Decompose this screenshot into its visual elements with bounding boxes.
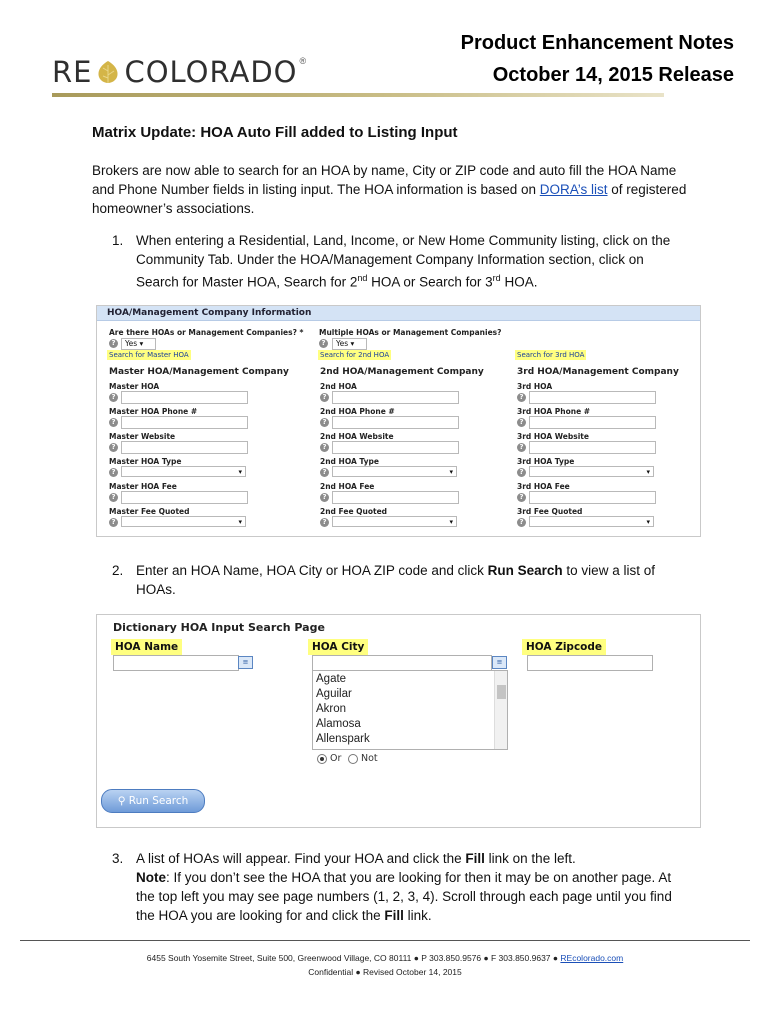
help-icon[interactable]: ? bbox=[517, 393, 526, 402]
step-text-part: link on the left. bbox=[484, 851, 576, 866]
document-title: Product Enhancement Notes bbox=[460, 32, 734, 54]
field-label: 3rd HOA Type bbox=[517, 457, 575, 466]
intro-text-end: of registered homeowner’s associations. bbox=[92, 182, 687, 216]
master-website-input[interactable] bbox=[121, 441, 248, 454]
field-label: 2nd HOA Website bbox=[320, 432, 394, 441]
footer-address bbox=[0, 953, 770, 963]
hoa3-input[interactable] bbox=[529, 391, 656, 404]
help-icon[interactable]: ? bbox=[320, 443, 329, 452]
step-text-part: HOA or Search for 3 bbox=[367, 274, 493, 290]
step-text bbox=[136, 561, 682, 599]
field-label: 2nd HOA Fee bbox=[320, 482, 375, 491]
column-heading: Master HOA/Management Company bbox=[109, 367, 289, 377]
city-listbox[interactable] bbox=[312, 670, 508, 750]
multiple-hoas-select[interactable]: Yes ▾ bbox=[332, 338, 367, 350]
dora-list-link[interactable]: DORA’s list bbox=[539, 182, 608, 197]
run-search-emphasis: Run Search bbox=[487, 563, 563, 578]
run-search-button[interactable] bbox=[101, 789, 205, 813]
city-option[interactable]: Agate bbox=[316, 673, 347, 685]
hoa3-type-select[interactable]: ▾ bbox=[529, 466, 654, 477]
field-label: 3rd HOA Website bbox=[517, 432, 589, 441]
step-3 bbox=[112, 849, 682, 925]
not-radio-label: Not bbox=[361, 753, 378, 764]
release-date: October 14, 2015 Release bbox=[492, 64, 734, 86]
step-text-part: Enter an HOA Name, HOA City or HOA ZIP code and click bbox=[136, 563, 488, 578]
help-icon[interactable]: ? bbox=[109, 339, 118, 348]
field-label: 2nd HOA Phone # bbox=[320, 407, 395, 416]
help-icon[interactable]: ? bbox=[109, 418, 118, 427]
not-radio[interactable] bbox=[348, 754, 358, 764]
hoa-name-input[interactable] bbox=[113, 655, 239, 671]
hoa2-fee-input[interactable] bbox=[332, 491, 459, 504]
or-radio[interactable] bbox=[317, 754, 327, 764]
hoa-zipcode-label: HOA Zipcode bbox=[522, 639, 606, 655]
footer-address-text: 6455 South Yosemite Street, Suite 500, Greenwood Village, CO 80111 ● P 303.850.9576 ● F 303.850.9637 ● bbox=[146, 953, 561, 963]
section-bar: HOA/Management Company Information bbox=[97, 306, 700, 321]
field-label: 2nd Fee Quoted bbox=[320, 507, 388, 516]
hoa2-type-select[interactable]: ▾ bbox=[332, 466, 457, 477]
logo-colorado-text: COLORADO bbox=[124, 55, 298, 89]
step-text-part: HOA. bbox=[500, 274, 538, 290]
step-number: 1. bbox=[112, 233, 124, 248]
master-hoa-type-select[interactable]: ▾ bbox=[121, 466, 246, 477]
hoa3-website-input[interactable] bbox=[529, 441, 656, 454]
footer-confidential: Confidential ● Revised October 14, 2015 bbox=[308, 967, 462, 977]
step-text-part: When entering a Residential, Land, Income, or New Home Community listing, click on the Community Tab. Under the HOA/Management Company Information section, click on Search for Master HOA, Search for 2 bbox=[136, 233, 671, 290]
hoa3-fee-quoted-select[interactable]: ▾ bbox=[529, 516, 654, 527]
step-2 bbox=[112, 561, 682, 599]
intro-text: Brokers are now able to search for an HOA by name, City or ZIP code and auto fill the HOA Name and Phone Number fields in listing input. The HOA information is based on bbox=[92, 163, 677, 197]
help-icon[interactable]: ? bbox=[517, 493, 526, 502]
field-label: Master Website bbox=[109, 432, 176, 441]
note-label: Note bbox=[136, 870, 166, 885]
master-hoa-input[interactable] bbox=[121, 391, 248, 404]
superscript: nd bbox=[357, 273, 368, 283]
or-radio-label: Or bbox=[330, 753, 342, 764]
search-3rd-hoa-link[interactable]: Search for 3rd HOA bbox=[517, 351, 585, 359]
footer-divider bbox=[20, 940, 750, 941]
note-text: : If you don’t see the HOA that you are looking for then it may be on another page. At the top left you may see page numbers (1, 2, 3, 4). Scroll through each page until you find the HOA you are looking for and click the bbox=[136, 870, 672, 923]
header-divider bbox=[52, 93, 664, 97]
select-value: Yes bbox=[336, 339, 349, 348]
help-icon[interactable]: ? bbox=[109, 443, 118, 452]
field-label: 3rd Fee Quoted bbox=[517, 507, 583, 516]
hoa-form-screenshot bbox=[96, 305, 701, 537]
help-icon[interactable]: ? bbox=[109, 493, 118, 502]
city-option[interactable]: Alamosa bbox=[316, 718, 361, 730]
master-hoa-fee-input[interactable] bbox=[121, 491, 248, 504]
help-icon[interactable]: ? bbox=[320, 518, 329, 527]
step-1 bbox=[112, 231, 682, 292]
hoa3-phone-input[interactable] bbox=[529, 416, 656, 429]
master-hoa-phone-input[interactable] bbox=[121, 416, 248, 429]
question-multiple-hoas: Multiple HOAs or Management Companies? bbox=[319, 328, 502, 337]
hoa-city-label: HOA City bbox=[308, 639, 368, 655]
master-fee-quoted-select[interactable]: ▾ bbox=[121, 516, 246, 527]
recolorado-logo bbox=[52, 52, 306, 92]
hoa2-fee-quoted-select[interactable]: ▾ bbox=[332, 516, 457, 527]
hoa2-input[interactable] bbox=[332, 391, 459, 404]
help-icon[interactable]: ? bbox=[320, 418, 329, 427]
scrollbar-thumb[interactable] bbox=[497, 685, 506, 699]
logo-registered-mark: ® bbox=[299, 56, 307, 66]
hoa-search-screenshot bbox=[96, 614, 701, 828]
hoa-zipcode-input[interactable] bbox=[527, 655, 653, 671]
fill-emphasis: Fill bbox=[465, 851, 485, 866]
step-text bbox=[136, 231, 682, 292]
field-label: 3rd HOA bbox=[517, 382, 553, 391]
search-master-hoa-link[interactable]: Search for Master HOA bbox=[109, 351, 189, 359]
column-heading: 2nd HOA/Management Company bbox=[320, 367, 484, 377]
help-icon[interactable]: ? bbox=[517, 468, 526, 477]
field-label: 2nd HOA Type bbox=[320, 457, 379, 466]
search-icon: ⚲ bbox=[117, 795, 126, 807]
field-label: Master HOA bbox=[109, 382, 160, 391]
step-text-part: link. bbox=[403, 908, 432, 923]
city-option[interactable]: Aguilar bbox=[316, 688, 352, 700]
help-icon[interactable]: ? bbox=[517, 418, 526, 427]
help-icon[interactable]: ? bbox=[109, 468, 118, 477]
field-label: Master HOA Fee bbox=[109, 482, 177, 491]
step-text bbox=[136, 849, 682, 925]
field-label: Master Fee Quoted bbox=[109, 507, 190, 516]
search-2nd-hoa-link[interactable]: Search for 2nd HOA bbox=[320, 351, 390, 359]
help-icon[interactable]: ? bbox=[109, 393, 118, 402]
hoa2-phone-input[interactable] bbox=[332, 416, 459, 429]
logo-re-text: RE bbox=[52, 55, 93, 89]
field-label: Master HOA Type bbox=[109, 457, 182, 466]
field-label: Master HOA Phone # bbox=[109, 407, 198, 416]
intro-paragraph bbox=[92, 161, 692, 218]
select-value: Yes bbox=[125, 339, 138, 348]
hoa-name-label: HOA Name bbox=[111, 639, 182, 655]
help-icon[interactable]: ? bbox=[517, 518, 526, 527]
city-option[interactable]: Allenspark bbox=[316, 733, 370, 745]
run-search-label: Run Search bbox=[128, 795, 189, 807]
hoas-select[interactable]: Yes ▾ bbox=[121, 338, 156, 350]
field-label: 3rd HOA Fee bbox=[517, 482, 570, 491]
hoa-city-input[interactable] bbox=[312, 655, 492, 671]
fill-emphasis: Fill bbox=[384, 908, 404, 923]
city-option[interactable]: Akron bbox=[316, 703, 347, 715]
search-page-title: Dictionary HOA Input Search Page bbox=[113, 621, 325, 634]
aspen-leaf-icon bbox=[95, 59, 121, 85]
step-number: 3. bbox=[112, 851, 124, 866]
lookup-icon[interactable]: ≡ bbox=[238, 656, 253, 669]
field-label: 3rd HOA Phone # bbox=[517, 407, 591, 416]
help-icon[interactable]: ? bbox=[319, 339, 328, 348]
recolorado-link[interactable]: REcolorado.com bbox=[560, 953, 624, 963]
hoa3-fee-input[interactable] bbox=[529, 491, 656, 504]
help-icon[interactable]: ? bbox=[320, 393, 329, 402]
column-heading: 3rd HOA/Management Company bbox=[517, 367, 679, 377]
step-number: 2. bbox=[112, 563, 124, 578]
field-label: 2nd HOA bbox=[320, 382, 357, 391]
help-icon[interactable]: ? bbox=[517, 443, 526, 452]
step-text-part: A list of HOAs will appear. Find your HOA and click the bbox=[136, 851, 466, 866]
listbox-scrollbar[interactable] bbox=[494, 671, 507, 749]
superscript: rd bbox=[492, 273, 501, 283]
help-icon[interactable]: ? bbox=[320, 468, 329, 477]
question-hoas: Are there HOAs or Management Companies? * bbox=[109, 328, 304, 337]
lookup-icon[interactable]: ≡ bbox=[492, 656, 507, 669]
help-icon[interactable]: ? bbox=[109, 518, 118, 527]
step-text-part: to view a list of HOAs. bbox=[136, 563, 655, 597]
hoa2-website-input[interactable] bbox=[332, 441, 459, 454]
help-icon[interactable]: ? bbox=[320, 493, 329, 502]
section-title: Matrix Update: HOA Auto Fill added to Listing Input bbox=[92, 124, 458, 141]
